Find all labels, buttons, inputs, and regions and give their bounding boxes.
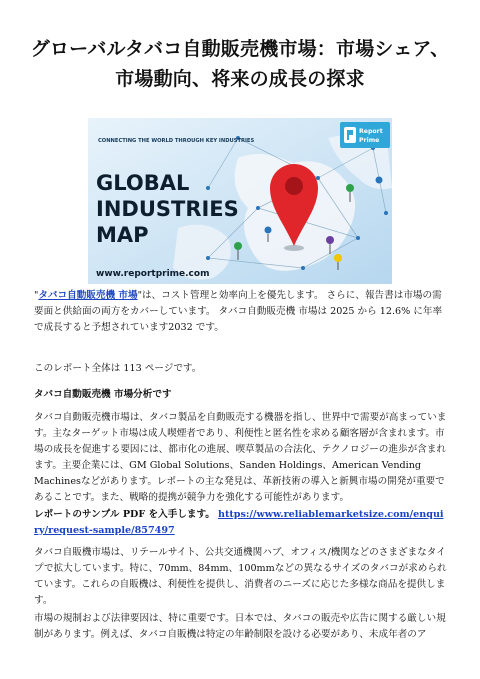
hero-headline-line2: INDUSTRIES <box>96 197 239 221</box>
pages-note: このレポート全体は 113 ページです。 <box>34 363 202 374</box>
intro-text: "は、コスト管理と効率向上を優先します。 さらに、報告書は市場の需要面と供給面の両方をカバーしています。 タバコ自動販売機 市場は 2025 から 12.6% に年率で成長すると予想されています2032 です。 <box>34 290 443 333</box>
logo-text-line1: Report <box>359 128 383 135</box>
report-prime-logo <box>340 122 390 148</box>
world-map-graphic <box>88 118 392 284</box>
sample-label: レポートのサンプル PDF を入手します。 <box>34 509 215 520</box>
analysis-paragraph: タバコ自動販売機市場は、タバコ製品を自動販売する機器を指し、世界中で需要が高まっています。主なターゲット市場は成人喫煙者であり、利便性と匿名性を求める顧客層が含まれます。市場の成長を促進する要因には、都市化の進展、喫草製品の合法化、テクノロジーの進歩が含まれます。主要企業には、GM Global Solutions、Sanden Holdings、American Vending Machinesなどがあります。レポートの主な発見は、革新技術の導入と新興市場の開発が重要であることです。また、戦略的提携が競争力を強化する可能性があります。 <box>34 412 447 503</box>
hero-tagline: CONNECTING THE WORLD THROUGH KEY INDUSTRIES <box>98 138 255 144</box>
hero-headline-line1: GLOBAL <box>96 171 190 195</box>
sample-paragraph <box>34 507 448 539</box>
page-title: グローバルタバコ自動販売機市場：市場シェア、市場動向、将来の成長の探求 <box>30 38 450 90</box>
sample-link[interactable]: https://www.reliablemarketsize.com/enquiry/request-sample/857497 <box>34 509 444 536</box>
analysis-heading: タバコ自動販売機 市場分析です <box>34 389 172 400</box>
intro-quote: " <box>34 290 39 301</box>
hero-banner-image <box>88 118 392 284</box>
market-link[interactable]: タバコ自動販売機 市場 <box>38 290 138 301</box>
intro-paragraph <box>34 288 448 336</box>
types-paragraph: タバコ自販機市場は、リテールサイト、公共交通機関ハブ、オフィス/機関などのさまざまなタイプで拡大しています。特に、70mm、84mm、100mmなどの異なるサイズのタバコが求められています。これらの自販機は、利便性を提供し、消費者のニーズに応じた多様な商品を提供します。 <box>34 547 447 606</box>
hero-headline-line3: MAP <box>96 223 149 247</box>
hero-url: www.reportprime.com <box>96 269 210 279</box>
logo-text-line2: Prime <box>359 137 380 144</box>
regulation-paragraph: 市場の規制および法律要因は、特に重要です。日本では、タバコの販売や広告に関する厳しい規制があります。例えば、タバコ自販機は特定の年齢制限を設ける必要があり、未成年者のア <box>34 613 446 640</box>
